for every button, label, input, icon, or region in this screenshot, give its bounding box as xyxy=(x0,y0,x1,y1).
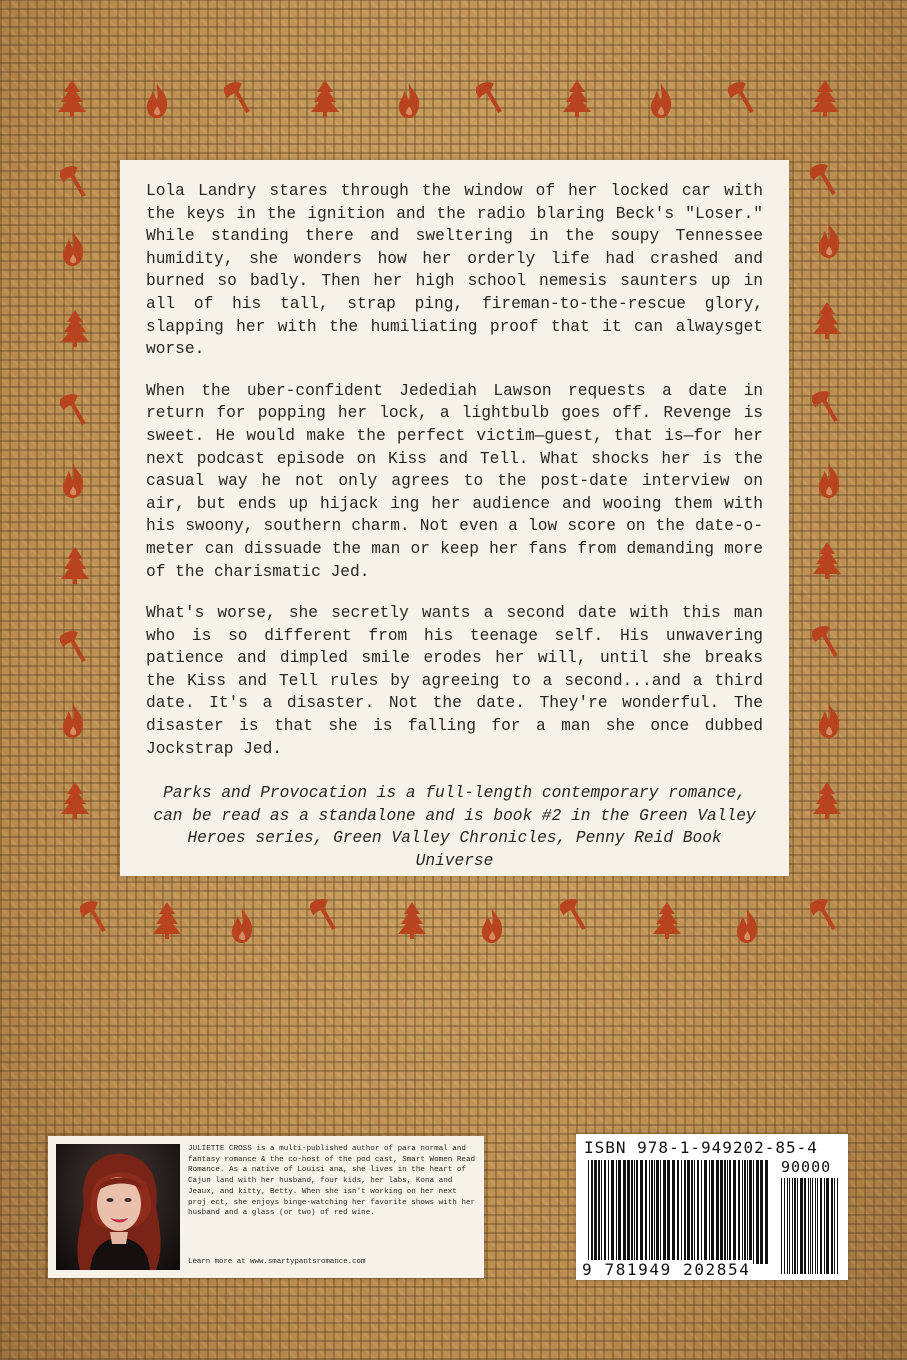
barcode-bar xyxy=(701,1160,702,1264)
axe-icon xyxy=(80,895,114,935)
axe-icon xyxy=(812,620,846,660)
flame-icon xyxy=(225,905,259,945)
barcode-bar xyxy=(636,1160,638,1264)
barcode-bar xyxy=(749,1160,752,1264)
barcode-bar xyxy=(594,1160,597,1264)
barcode-bar xyxy=(720,1160,723,1264)
tree-icon xyxy=(810,300,844,340)
flame-icon xyxy=(140,80,174,120)
barcode-bar xyxy=(601,1160,602,1264)
barcode-bar xyxy=(808,1178,809,1274)
author-box xyxy=(48,1136,484,1278)
barcode-bar xyxy=(660,1160,661,1264)
barcode-bar xyxy=(747,1160,748,1264)
barcode-bar xyxy=(817,1178,818,1274)
barcode-bar xyxy=(611,1160,614,1264)
barcode-bar xyxy=(804,1178,806,1274)
barcode-box xyxy=(576,1134,848,1280)
axe-icon xyxy=(224,76,258,116)
flame-icon xyxy=(812,220,846,260)
flame-icon xyxy=(812,460,846,500)
barcode-bar xyxy=(756,1160,759,1264)
barcode-bar xyxy=(697,1160,699,1264)
series-tagline: Parks and Provocation is a full-length contemporary romance, can be read as a standalone and is book #2 in the Green Valley Heroes series, Green Valley Chronicles, Penny Reid Book Universe xyxy=(153,784,756,871)
axe-icon xyxy=(810,158,844,198)
barcode-bar xyxy=(656,1160,659,1264)
barcode-bar xyxy=(733,1160,736,1264)
barcode-bar xyxy=(687,1160,690,1264)
barcode-bar xyxy=(760,1160,763,1264)
barcode-bar xyxy=(631,1160,633,1264)
barcode-bar xyxy=(797,1178,798,1274)
barcode-bar xyxy=(729,1160,731,1264)
barcode-bar xyxy=(618,1160,621,1264)
author-website: Learn more at www.smartypantsromance.com xyxy=(188,1258,366,1266)
barcode-bar xyxy=(667,1160,670,1264)
barcode-bar xyxy=(694,1160,695,1264)
axe-icon xyxy=(560,893,594,933)
tree-icon xyxy=(808,78,842,118)
barcode-bar xyxy=(709,1160,710,1264)
axe-icon xyxy=(310,893,344,933)
barcode-bar xyxy=(623,1160,626,1264)
flame-icon xyxy=(56,460,90,500)
tree-icon xyxy=(58,780,92,820)
blurb-paragraph-2: When the uber-confident Jedediah Lawson requests a date in return for popping her lock, a lightbulb goes off. Revenge is sweet. He would make the perfect victim—guest, that is—for her next podcast episode on Kiss and Tell. What shocks her is the casual way he not only agrees to the post-date interview on air, but ends up hijack ing her audience and wooing them with his swoony, southern charm. Not even a low score on the date-o-meter can dissuade the man or keep her fans from demanding more of the charismatic Jed. xyxy=(146,381,763,581)
flame-icon xyxy=(644,80,678,120)
barcode-bar xyxy=(824,1178,825,1274)
blurb-paragraph-3: What's worse, she secretly wants a second date with this man who is so different from his teenage self. His unwavering patience and dimpled smile erodes her will, until she breaks the Kiss and Tell rules by agreeing to a second...and a third date. It's a disaster. Not the date. They're wonderful. The disaster is that she is falling for a man she once dubbed Jockstrap Jed. xyxy=(146,604,763,758)
barcode-bar xyxy=(634,1160,635,1264)
tree-icon xyxy=(150,900,184,940)
axe-icon xyxy=(60,388,94,428)
barcode-bar xyxy=(792,1178,793,1274)
price-addon-barcode xyxy=(781,1178,841,1274)
barcode-bar xyxy=(744,1160,746,1264)
barcode-bar xyxy=(704,1160,707,1264)
barcode-bar xyxy=(591,1160,593,1264)
flame-icon xyxy=(812,700,846,740)
author-bio: JULIETTE CROSS is a multi-published author of para normal and fantasy romance & the co-host of the pod cast, Smart Women Read Romance. As a native of Louisi ana, she lives in the heart of Cajun land with her husband, four kids, her labs, Kona and Jeaux, and kitty, Betty. When she isn't working on her next proj ect, she enjoys binge-watching her favorite shows with her husband and a glass (or two) of red wine. xyxy=(188,1145,476,1218)
barcode-bar xyxy=(789,1178,790,1274)
barcode-bar xyxy=(765,1160,768,1264)
barcode-bar xyxy=(826,1178,829,1274)
tree-icon xyxy=(58,545,92,585)
flame-icon xyxy=(392,80,426,120)
axe-icon xyxy=(810,893,844,933)
flame-icon xyxy=(730,905,764,945)
barcode-bar xyxy=(598,1160,600,1264)
barcode-bar xyxy=(837,1178,838,1274)
barcode-bar xyxy=(800,1178,803,1274)
isbn-barcode xyxy=(588,1160,768,1264)
barcode-bar xyxy=(711,1160,714,1264)
barcode-bar xyxy=(681,1160,682,1264)
barcode-bar xyxy=(727,1160,728,1264)
barcode-bar xyxy=(787,1178,788,1274)
barcode-bar xyxy=(820,1178,822,1274)
blurb-panel xyxy=(120,160,789,876)
barcode-bar xyxy=(834,1178,835,1274)
barcode-bar xyxy=(684,1160,686,1264)
flame-icon xyxy=(56,700,90,740)
barcode-bar xyxy=(794,1178,796,1274)
barcode-bar xyxy=(672,1160,675,1264)
tree-icon xyxy=(650,900,684,940)
axe-icon xyxy=(60,160,94,200)
barcode-bar xyxy=(781,1178,782,1274)
flame-icon xyxy=(56,228,90,268)
blurb-paragraph-1: Lola Landry stares through the window of her locked car with the keys in the ignition and the radio blaring Beck's "Loser." While standing there and sweltering in the soupy Tennessee humidity, she wonders how her orderly life had crashed and burned so badly. Then her high school nemesis saunters up in all of his tall, strap ping, fireman-to-the-rescue glory, slapping her with the humiliating proof that it can alwaysget worse. xyxy=(146,182,763,359)
axe-icon xyxy=(728,76,762,116)
barcode-bar xyxy=(608,1160,609,1264)
tree-icon xyxy=(395,900,429,940)
axe-icon xyxy=(812,385,846,425)
tree-icon xyxy=(55,78,89,118)
barcode-bar xyxy=(784,1178,785,1274)
tree-icon xyxy=(810,540,844,580)
barcode-bar xyxy=(691,1160,693,1264)
barcode-bar xyxy=(738,1160,740,1264)
barcode-bar xyxy=(604,1160,606,1264)
tree-icon xyxy=(810,780,844,820)
barcode-bar xyxy=(645,1160,647,1264)
axe-icon xyxy=(60,625,94,665)
barcode-bar xyxy=(812,1178,813,1274)
barcode-bar xyxy=(815,1178,816,1274)
barcode-bar xyxy=(649,1160,650,1264)
axe-icon xyxy=(476,76,510,116)
barcode-bar xyxy=(742,1160,743,1264)
barcode-bar xyxy=(753,1160,754,1264)
barcode-bar xyxy=(651,1160,653,1264)
barcode-bar xyxy=(588,1160,589,1264)
tree-icon xyxy=(560,78,594,118)
barcode-bar xyxy=(654,1160,655,1264)
flame-icon xyxy=(475,905,509,945)
barcode-bar xyxy=(724,1160,726,1264)
barcode-bar xyxy=(810,1178,811,1274)
author-photo xyxy=(56,1144,180,1270)
isbn-label: ISBN 978-1-949202-85-4 xyxy=(584,1138,818,1157)
barcode-bar xyxy=(640,1160,643,1264)
barcode-bar xyxy=(616,1160,617,1264)
barcode-bar xyxy=(716,1160,719,1264)
price-addon-label: 90000 xyxy=(781,1158,832,1176)
tree-icon xyxy=(308,78,342,118)
barcode-bar xyxy=(831,1178,833,1274)
barcode-bar xyxy=(663,1160,666,1264)
isbn-digits: 9 781949 202854 xyxy=(582,1260,751,1279)
barcode-bar xyxy=(677,1160,679,1264)
tree-icon xyxy=(58,308,92,348)
barcode-bar xyxy=(627,1160,630,1264)
